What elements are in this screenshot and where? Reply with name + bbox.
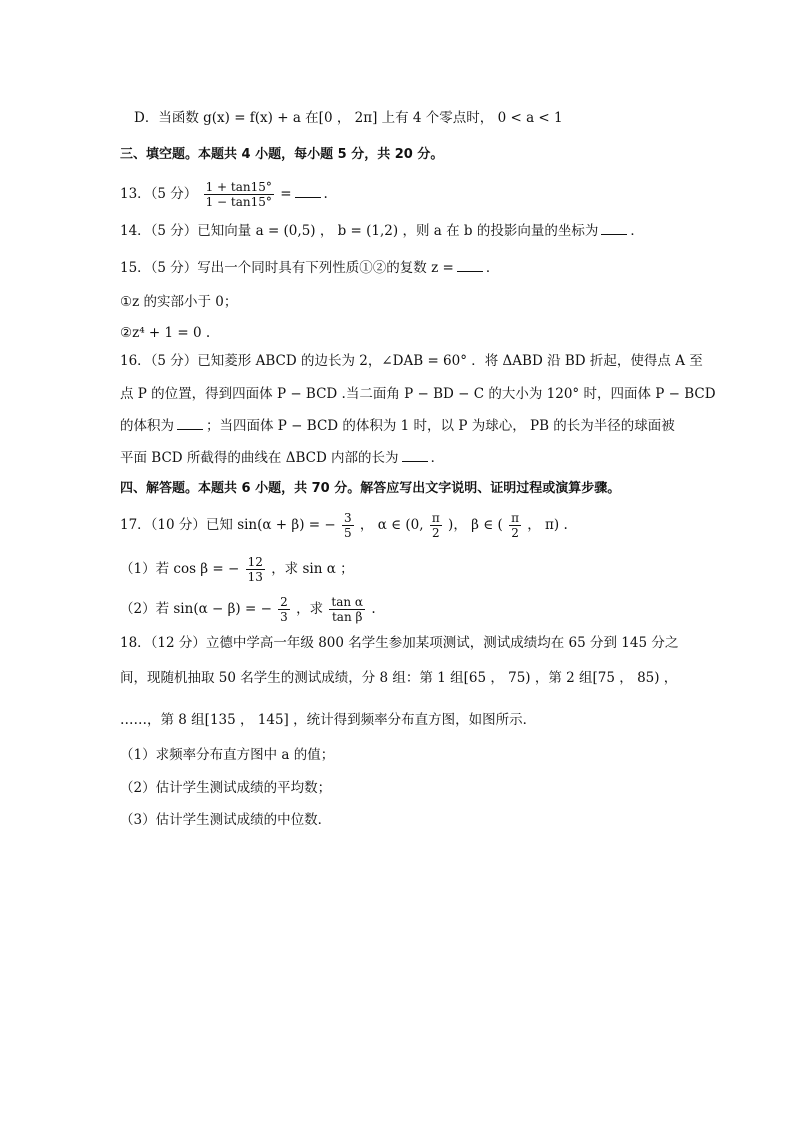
- question-18-line-3: ……，第 8 组[135 ， 145] ，统计得到频率分布直方图，如图所示．: [120, 712, 537, 728]
- q17-text-a: 17．（10 分）已知 sin(α + β) = −: [120, 517, 336, 533]
- q17-fraction-e: [278, 595, 290, 624]
- question-16-line-2: 点 P 的位置，得到四面体 P − BCD .当二面角 P − BD − C 的大小为 120° 时，四面体 P − BCD: [120, 386, 716, 402]
- question-15: [120, 258, 499, 278]
- q15-text: 15．（5 分）写出一个同时具有下列性质①②的复数 z =: [120, 260, 454, 276]
- q13-label: 13．（5 分）: [120, 186, 198, 202]
- q17-fraction-f: [329, 595, 365, 624]
- q17-fraction-f-den: tan β: [331, 610, 363, 624]
- q14-period: ．: [630, 223, 644, 239]
- q16-volume-label: 的体积为: [120, 418, 174, 434]
- q17-fraction-d: [246, 555, 265, 584]
- q17-fraction-d-den: 13: [247, 570, 263, 584]
- q17-fraction-c-den: 2: [511, 526, 519, 540]
- q13-denominator: 1 − tan15°: [205, 195, 272, 209]
- q17-fraction-a: [342, 511, 354, 540]
- q17-part-2-text: （2）若 sin(α − β) = −: [120, 601, 272, 617]
- q17-part-1-text: （1）若 cos β = −: [120, 561, 240, 577]
- q17-fraction-c-num: π: [511, 511, 519, 525]
- q18-part-1: （1）求频率分布直方图中 a 的值；: [120, 747, 335, 763]
- q17-fraction-c: [509, 511, 521, 540]
- q17-part-2: [120, 595, 376, 624]
- section-fill-blank-title: 三、填空题。本题共 4 小题，每小题 5 分，共 20 分。: [120, 147, 444, 162]
- q17-part-2-period: .: [371, 601, 376, 617]
- section-solution-title: 四、解答题。本题共 6 小题，共 70 分。解答应写出文字说明、证明过程或演算步骤。: [120, 481, 621, 496]
- q17-text-b: ， α ∈ (0,: [359, 517, 424, 533]
- q17-fraction-e-num: 2: [280, 595, 288, 609]
- q17-text-c: )， β ∈ (: [448, 517, 503, 533]
- q17-part-2-mid: ，求: [296, 601, 324, 617]
- question-16-line-4: [120, 448, 444, 468]
- q13-fraction: [204, 180, 274, 209]
- q17-fraction-a-num: 3: [343, 511, 352, 525]
- question-16-line-3: [120, 416, 675, 436]
- q17-fraction-e-den: 3: [280, 610, 288, 624]
- q13-eq: =: [280, 186, 292, 202]
- option-d: D．当函数 g(x) = f(x) + a 在[0 ， 2π] 上有 4 个零点时， 0 < a < 1: [134, 110, 563, 126]
- question-16-line-1: 16．（5 分）已知菱形 ABCD 的边长为 2，∠DAB = 60° ．将 ΔABD 沿 BD 折起，使得点 A 至: [120, 353, 703, 369]
- answer-blank[interactable]: [177, 417, 203, 430]
- q13-numerator: 1 + tan15°: [205, 180, 272, 194]
- q16-continuation: ；当四面体 P − BCD 的体积为 1 时，以 P 为球心， PB 的长为半径的球面被: [206, 418, 675, 434]
- answer-blank[interactable]: [457, 259, 483, 272]
- q15-property-2: ②z⁴ + 1 = 0 .: [120, 325, 211, 341]
- q17-part-1-tail: ，求 sin α ；: [271, 561, 354, 577]
- q17-part-1: [120, 555, 354, 584]
- q18-part-3: （3）估计学生测试成绩的中位数．: [120, 812, 332, 828]
- q17-fraction-d-num: 12: [247, 555, 263, 569]
- question-14: [120, 221, 644, 241]
- q14-text: 14．（5 分）已知向量 a = (0,5) ， b = (1,2) ，则 a 在 b 的投影向量的坐标为: [120, 223, 599, 239]
- q17-fraction-b-den: 2: [431, 526, 440, 540]
- q17-fraction-b: [430, 511, 442, 540]
- q15-property-1: ①z 的实部小于 0；: [120, 294, 238, 310]
- q16-curve-label: 平面 BCD 所截得的曲线在 ΔBCD 内部的长为: [120, 450, 399, 466]
- answer-blank[interactable]: [402, 449, 428, 462]
- q13-period: .: [323, 186, 328, 202]
- q17-text-d: ， π) .: [527, 517, 568, 533]
- q15-period: ．: [485, 260, 500, 276]
- q16-period: ．: [430, 450, 445, 466]
- question-18-line-1: 18．（12 分）立德中学高一年级 800 名学生参加某项测试，测试成绩均在 65 分到 145 分之: [120, 635, 679, 651]
- q17-fraction-b-num: π: [431, 511, 440, 525]
- question-13: [120, 180, 328, 209]
- question-18-line-2: 间，现随机抽取 50 名学生的测试成绩，分 8 组：第 1 组[65 ， 75) ，第 2 组[75 ， 85) ，: [120, 670, 678, 686]
- question-17: [120, 511, 568, 540]
- q17-fraction-a-den: 5: [343, 526, 352, 540]
- answer-blank[interactable]: [295, 185, 321, 198]
- q18-part-2: （2）估计学生测试成绩的平均数；: [120, 780, 332, 796]
- q17-fraction-f-num: tan α: [331, 595, 364, 609]
- answer-blank[interactable]: [601, 222, 627, 235]
